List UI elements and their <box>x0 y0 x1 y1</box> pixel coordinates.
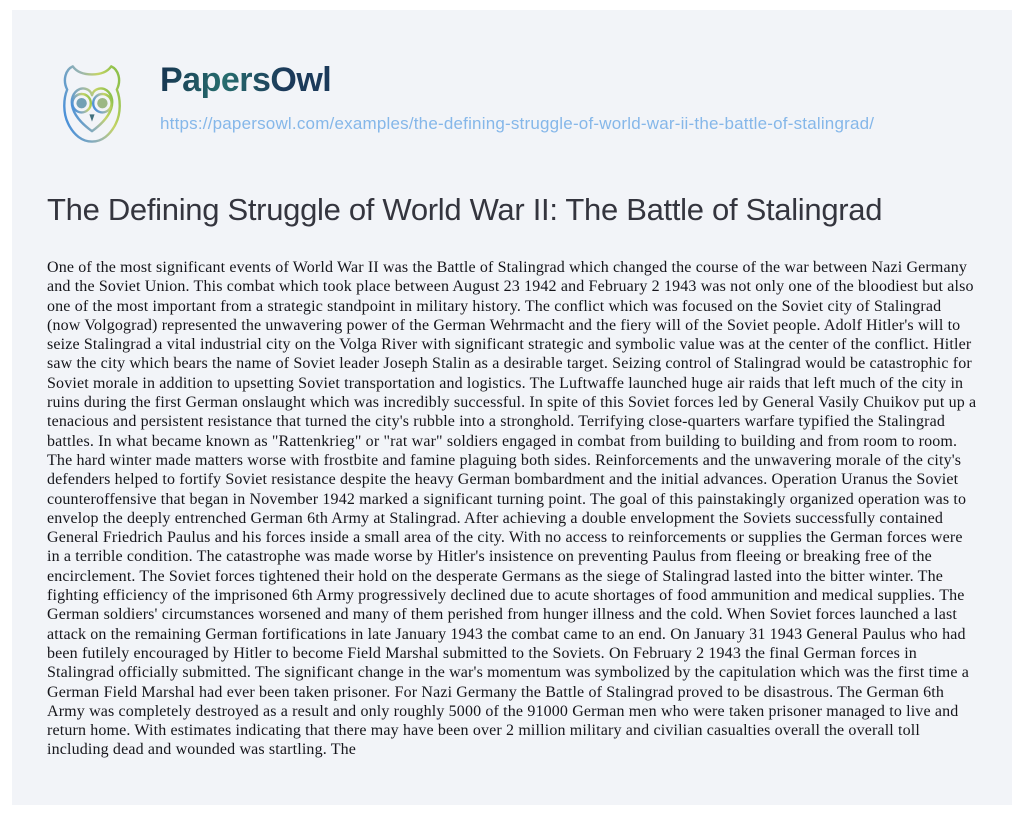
essay-title: The Defining Struggle of World War II: The Battle of Stalingrad <box>47 191 883 227</box>
site-header <box>52 58 874 150</box>
page-background <box>12 10 1012 805</box>
source-url-link[interactable]: https://papersowl.com/examples/the-defining-struggle-of-world-war-ii-the-battle-of-stalingrad/ <box>160 114 875 133</box>
essay-body-text: One of the most significant events of World War II was the Battle of Stalingrad which changed the course of the war between Nazi Germany and the Soviet Union. This combat which took place between August 23 1942 and February 2 1943 was not only one of the bloodiest but also one of the most important from a strategic standpoint in military history. The conflict which was focused on the Soviet city of Stalingrad (now Volgograd) represented the unwavering power of the German Wehrmacht and the fiery will of the Soviet people. Adolf Hitler's will to seize Stalingrad a vital industrial city on the Volga River with significant strategic and symbolic value was at the center of the conflict. Hitler saw the city which bears the name of Soviet leader Joseph Stalin as a desirable target. Seizing control of Stalingrad would be catastrophic for Soviet morale in addition to upsetting Soviet transportation and logistics. The Luftwaffe launched huge air raids that left much of the city in ruins during the first German onslaught which was incredibly successful. In spite of this Soviet forces led by General Vasily Chuikov put up a tenacious and persistent resistance that turned the city's rubble into a stronghold. Terrifying close-quarters warfare typified the Stalingrad battles. In what became known as "Rattenkrieg" or "rat war" soldiers engaged in combat from building to building and from room to room. The hard winter made matters worse with frostbite and famine plaguing both sides. Reinforcements and the unwavering morale of the city's defenders helped to fortify Soviet resistance despite the heavy German bombardment and the initial advances. Operation Uranus the Soviet counteroffensive that began in November 1942 marked a significant turning point. The goal of this painstakingly organized operation was to envelop the deeply entrenched German 6th Army at Stalingrad. After achieving a double envelopment the Soviets successfully contained General Friedrich Paulus and his forces inside a small area of the city. With no access to reinforcements or supplies the German forces were in a terrible condition. The catastrophe was made worse by Hitler's insistence on preventing Paulus from fleeing or breaking free of the encirclement. The Soviet forces tightened their hold on the desperate Germans as the siege of Stalingrad lasted into the bitter winter. The fighting efficiency of the imprisoned 6th Army progressively declined due to acute shortages of food ammunition and medical supplies. The German soldiers' circumstances worsened and many of them perished from hunger illness and the cold. When Soviet forces launched a last attack on the remaining German fortifications in late January 1943 the combat came to an end. On January 31 1943 General Paulus who had been futilely encouraged by Hitler to become Field Marshal submitted to the Soviets. On February 2 1943 the final German forces in Stalingrad officially submitted. The significant change in the war's momentum was symbolized by the capitulation which was the first time a German Field Marshal had ever been taken prisoner. For Nazi Germany the Battle of Stalingrad proved to be disastrous. The German 6th Army was completely destroyed as a result and only roughly 5000 of the 91000 German men who were taken prisoner managed to live and return home. With estimates indicating that there may have been over 2 million military and civilian casualties overall the overall toll including dead and wounded was startling. The <box>47 259 977 759</box>
owl-logo-icon[interactable] <box>52 58 132 150</box>
brand-block <box>160 58 874 135</box>
brand-name-link[interactable]: PapersOwl <box>160 61 332 99</box>
